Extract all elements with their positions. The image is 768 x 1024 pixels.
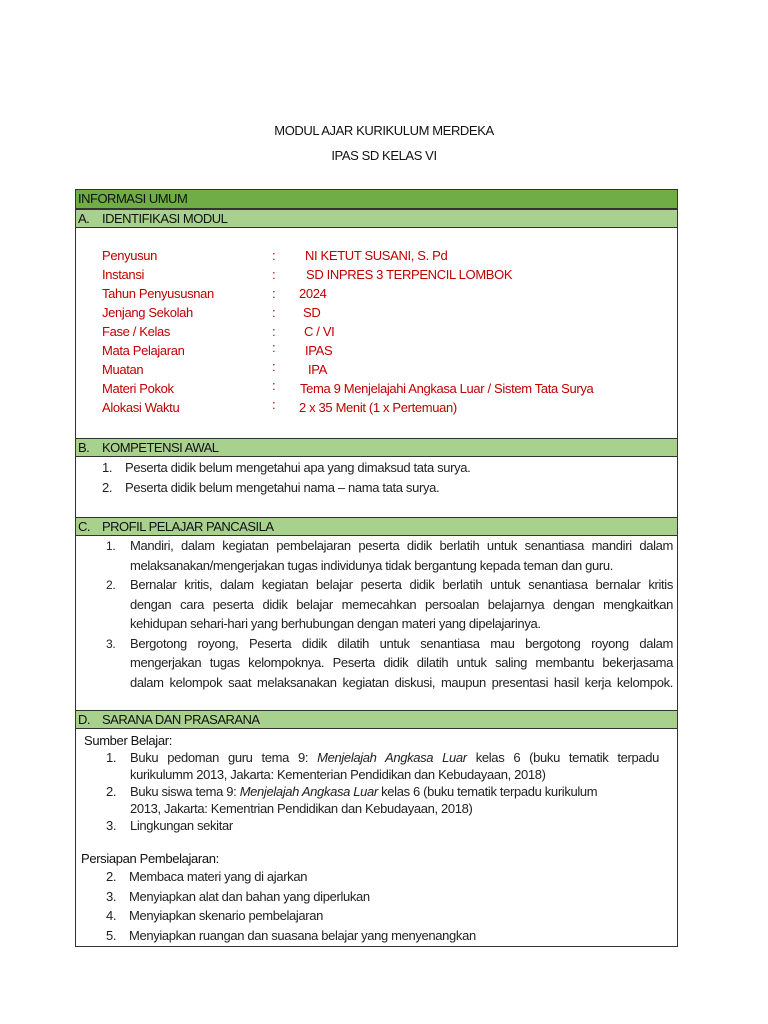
- list-number: 1.: [106, 539, 116, 553]
- sumber-text: Buku pedoman guru tema 9:: [130, 750, 318, 765]
- list-number: 1.: [106, 750, 117, 765]
- list-number: 3.: [106, 636, 116, 651]
- field-value: 2024: [299, 286, 327, 301]
- list-item: Menyiapkan alat dan bahan yang diperlukan: [129, 888, 370, 904]
- colon-separator: :: [272, 397, 276, 412]
- list-item-line: dalam kelompok saat melaksanakan kegiatan diskusi, maupun presentasi hasil kerja kelompok.: [130, 674, 673, 690]
- field-value: C / VI: [304, 324, 335, 339]
- field-label: Tahun Penyususnan: [102, 286, 214, 301]
- list-item-line: melaksanakan/mengerjakan tugas individunya tidak bergantung kepada teman dan guru.: [130, 557, 613, 573]
- header-sarana-prasarana: [76, 710, 677, 729]
- list-item-line: Bernalar kritis, dalam kegiatan belajar peserta didik berlatih untuk senantiasa bernalar kritis: [130, 577, 673, 592]
- section-title: PROFIL PELAJAR PANCASILA: [102, 519, 274, 534]
- sumber-text: kelas 6 (buku tematik terpadu kurikulum: [377, 784, 598, 799]
- field-value: IPAS: [305, 343, 333, 358]
- colon-separator: :: [272, 286, 276, 301]
- colon-separator: :: [272, 378, 276, 393]
- list-number: 1.: [102, 460, 113, 475]
- list-item: Peserta didik belum mengetahui apa yang dimaksud tata surya.: [125, 460, 471, 475]
- list-item: Menyiapkan ruangan dan suasana belajar yang menyenangkan: [129, 927, 476, 943]
- section-title: KOMPETENSI AWAL: [102, 440, 219, 455]
- persiapan-label: Persiapan Pembelajaran:: [81, 851, 219, 866]
- book-title: Menjelajah Angkasa Luar: [317, 750, 467, 765]
- section-letter: B.: [78, 440, 90, 455]
- field-value: IPA: [308, 362, 327, 377]
- section-letter: D.: [78, 712, 90, 727]
- list-item: Menyiapkan skenario pembelajaran: [129, 908, 324, 923]
- colon-separator: :: [272, 324, 276, 339]
- header-kompetensi-awal: [76, 438, 677, 457]
- list-item-line: mengerjakan tugas kelompoknya. Peserta didik dilatih untuk saling membantu bekerjasama: [130, 655, 673, 670]
- list-item-line: kehidupan sehari-hari yang berhubungan dengan materi yang dipelajarinya.: [130, 616, 541, 631]
- field-label: Mata Pelajaran: [102, 343, 185, 358]
- field-value: NI KETUT SUSANI, S. Pd: [305, 248, 448, 263]
- list-number: 2.: [102, 480, 113, 495]
- section-title: IDENTIFIKASI MODUL: [102, 211, 228, 226]
- list-number: 5.: [106, 927, 117, 943]
- colon-separator: :: [272, 359, 276, 374]
- module-table: [75, 189, 678, 947]
- field-label: Materi Pokok: [102, 381, 174, 396]
- list-number: 3.: [106, 818, 117, 833]
- header-profil-pelajar: [76, 517, 677, 536]
- colon-separator: :: [272, 248, 276, 263]
- sumber-item: [130, 750, 659, 766]
- field-value: SD INPRES 3 TERPENCIL LOMBOK: [306, 267, 513, 282]
- field-label: Jenjang Sekolah: [102, 305, 193, 320]
- sumber-item: [130, 784, 597, 800]
- section-letter: C.: [78, 519, 90, 534]
- field-value: Tema 9 Menjelajahi Angkasa Luar / Sistem Tata Surya: [300, 381, 594, 396]
- sumber-text: Buku siswa tema 9:: [130, 784, 240, 799]
- section-title: SARANA DAN PRASARANA: [102, 712, 260, 727]
- field-value: SD: [303, 305, 321, 320]
- sumber-belajar-label: Sumber Belajar:: [84, 733, 172, 748]
- field-label: Instansi: [102, 267, 145, 282]
- list-number: 3.: [106, 888, 117, 904]
- field-label: Muatan: [102, 362, 144, 377]
- colon-separator: :: [272, 340, 276, 355]
- list-number: 2.: [106, 784, 117, 799]
- colon-separator: :: [272, 305, 276, 320]
- list-item-line: Bergotong royong, Peserta didik dilatih untuk senantiasa mau bergotong royong dalam: [130, 635, 673, 651]
- colon-separator: :: [272, 267, 276, 282]
- header-identifikasi-modul: [76, 209, 677, 228]
- book-title: Menjelajah Angkasa Luar: [239, 784, 378, 799]
- list-item: Peserta didik belum mengetahui nama – nama tata surya.: [125, 480, 440, 495]
- sumber-item-line: 2013, Jakarta: Kementrian Pendidikan dan Kebudayaan, 2018): [130, 801, 473, 816]
- header-informasi-umum: INFORMASI UMUM: [76, 190, 677, 209]
- section-letter: A.: [78, 211, 90, 226]
- sumber-text: kelas 6 (buku tematik terpadu: [466, 750, 659, 765]
- sumber-item-line: kurikulumm 2013, Jakarta: Kementerian Pendidikan dan Kebudayaan, 2018): [130, 767, 546, 782]
- list-number: 2.: [106, 578, 116, 592]
- list-item: Membaca materi yang di ajarkan: [129, 869, 308, 884]
- list-number: 4.: [106, 908, 117, 923]
- field-label: Penyusun: [102, 248, 158, 263]
- sumber-item: [130, 818, 233, 834]
- doc-subtitle: IPAS SD KELAS VI: [331, 148, 437, 163]
- sumber-text: Lingkungan sekitar: [130, 818, 233, 833]
- field-label: Alokasi Waktu: [102, 400, 180, 415]
- field-value: 2 x 35 Menit (1 x Pertemuan): [299, 400, 457, 415]
- list-item-line: dengan cara peserta didik belajar memecahkan persoalan belajarnya dengan mengkaitkan: [130, 596, 673, 612]
- list-item-line: Mandiri, dalam kegiatan pembelajaran peserta didik berlatih untuk senantiasa mandiri dalam: [130, 538, 673, 553]
- field-label: Fase / Kelas: [102, 324, 171, 339]
- list-number: 2.: [106, 869, 117, 884]
- doc-title: MODUL AJAR KURIKULUM MERDEKA: [274, 123, 494, 138]
